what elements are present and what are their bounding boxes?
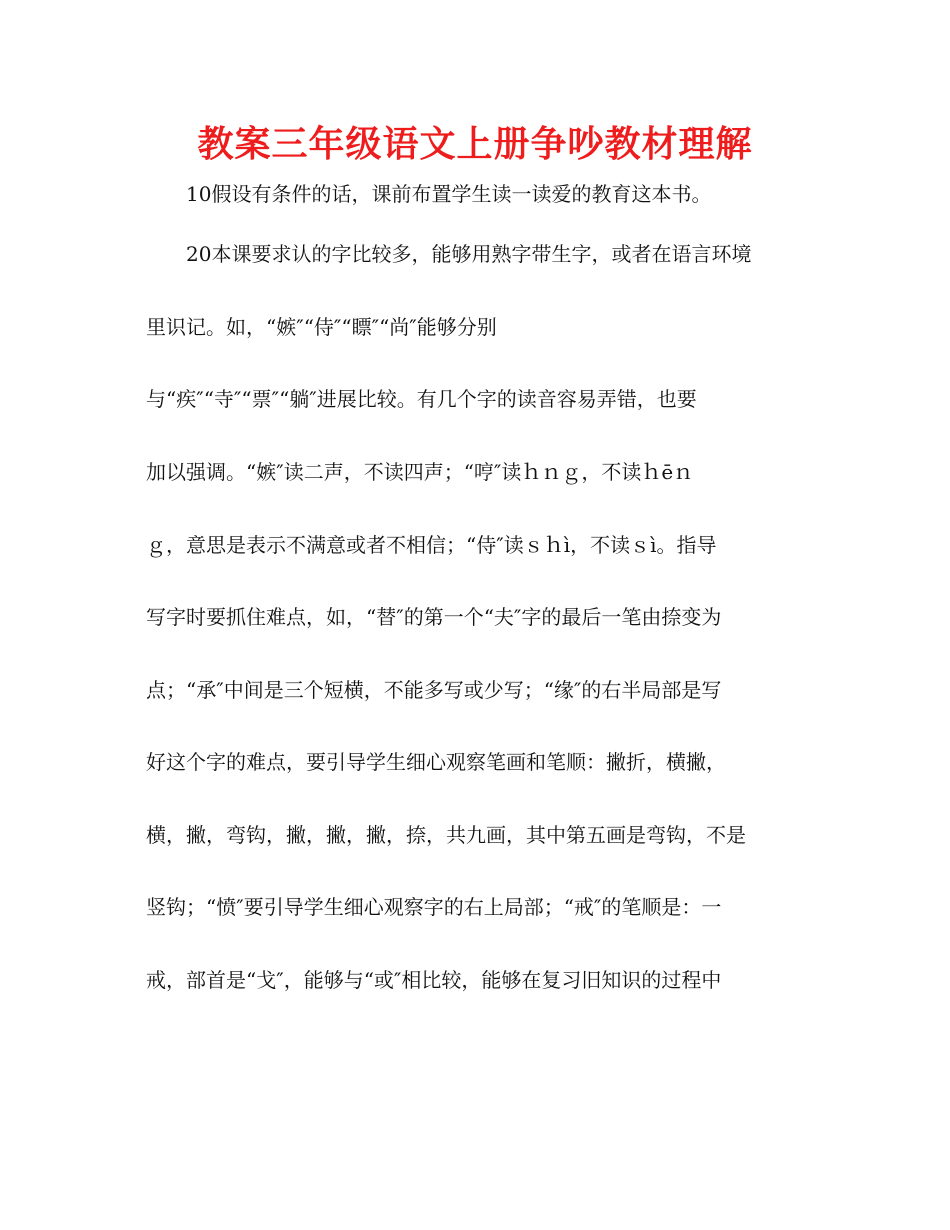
document-title: 教案三年级语文上册争吵教材理解	[197, 124, 753, 165]
paragraph-line-11: 竖钩；“愤″要引导学生细心观察字的右上局部；“戒″的笔顺是：一	[146, 895, 722, 919]
paragraph-line-12: 戒，部首是“戈″，能够与“或″相比较，能够在复习旧知识的过程中	[146, 968, 722, 992]
paragraph-line-3: 里识记。如，“嫉″“侍″“瞟″“尚″能够分别	[146, 315, 497, 339]
paragraph-line-10: 横，撇，弯钩，撇，撇，撇，捺，共九画，其中第五画是弯钩，不是	[146, 823, 746, 847]
paragraph-line-7: 写字时要抓住难点，如，“替″的第一个“夫″字的最后一笔由捺变为	[146, 605, 722, 629]
paragraph-line-6: ｇ，意思是表示不满意或者不相信；“侍″读ｓｈì，不读ｓì。指导	[146, 533, 717, 557]
paragraph-line-4: 与“疾″“寺″“票″“躺″进展比较。有几个字的读音容易弄错，也要	[146, 387, 697, 411]
paragraph-line-8: 点；“承″中间是三个短横，不能多写或少写；“缘″的右半局部是写	[146, 678, 722, 702]
paragraph-line-2: 20本课要求认的字比较多，能够用熟字带生字，或者在语言环境	[186, 242, 752, 266]
paragraph-line-9: 好这个字的难点，要引导学生细心观察笔画和笔顺：撇折，横撇，	[146, 750, 726, 774]
paragraph-line-1: 10假设有条件的话，课前布置学生读一读爱的教育这本书。	[186, 182, 712, 206]
paragraph-line-5: 加以强调。“嫉″读二声，不读四声；“哼″读ｈｎｇ，不读ｈēｎ	[146, 460, 694, 484]
